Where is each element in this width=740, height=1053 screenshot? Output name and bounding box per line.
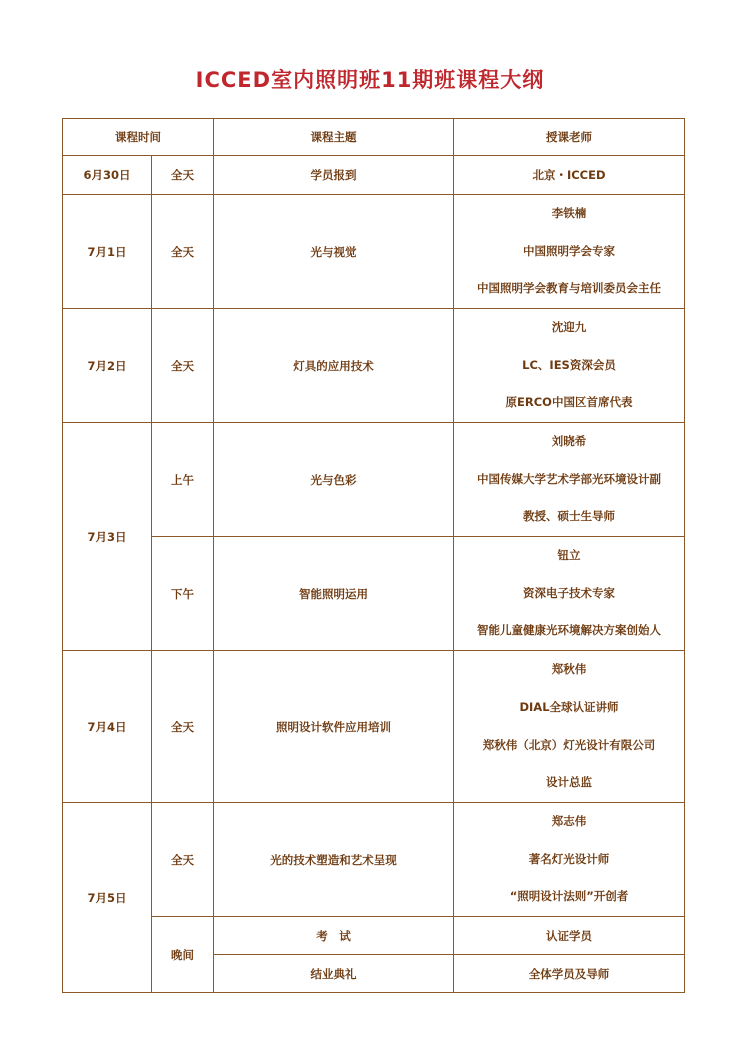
- period-cell: 全天: [152, 156, 214, 195]
- period-cell: 全天: [152, 803, 214, 917]
- table-row: [63, 803, 685, 917]
- table-row: [63, 917, 685, 955]
- teacher-name: 北京・ICCED: [532, 168, 606, 182]
- teacher-title: 著名灯光设计师: [528, 851, 610, 866]
- teacher-cell: [454, 309, 685, 423]
- topic-cell: 光的技术塑造和艺术呈现: [214, 803, 454, 917]
- teacher-cell: [454, 651, 685, 803]
- table-row: [63, 651, 685, 803]
- teacher-cell: 全体学员及导师: [454, 955, 685, 993]
- period-cell: 晚间: [152, 917, 214, 993]
- teacher-title: DIAL全球认证讲师: [519, 699, 619, 714]
- table-row: [63, 537, 685, 651]
- date-cell: 7月3日: [63, 423, 152, 651]
- table-row: [63, 156, 685, 195]
- date-cell: 7月4日: [63, 651, 152, 803]
- period-cell: 下午: [152, 537, 214, 651]
- topic-cell: 光与视觉: [214, 195, 454, 309]
- teacher-title: 原ERCO中国区首席代表: [505, 395, 633, 410]
- topic-cell: 考 试: [214, 917, 454, 955]
- topic-cell: 智能照明运用: [214, 537, 454, 651]
- teacher-cell: [454, 156, 685, 195]
- page-title: ICCED室内照明班11期班课程大纲: [195, 68, 545, 92]
- table-header-row: [63, 119, 685, 156]
- teacher-cell: 认证学员: [454, 917, 685, 955]
- teacher-title: 智能儿童健康光环境解决方案创始人: [477, 623, 661, 638]
- teacher-title: 中国照明学会专家: [523, 243, 615, 258]
- topic-cell: 照明设计软件应用培训: [214, 651, 454, 803]
- date-cell: 7月2日: [63, 309, 152, 423]
- teacher-title: “照明设计法则”开创者: [509, 889, 629, 904]
- header-teacher: 授课老师: [454, 119, 685, 156]
- teacher-name: 钮立: [557, 548, 581, 563]
- header-course-time: 课程时间: [63, 119, 214, 156]
- teacher-name: 李铁楠: [551, 206, 587, 221]
- course-schedule-table: [62, 118, 685, 993]
- teacher-cell: [454, 195, 685, 309]
- teacher-name: 刘晓希: [551, 434, 587, 449]
- table-row: [63, 423, 685, 537]
- teacher-title: 郑秋伟（北京）灯光设计有限公司: [482, 737, 656, 752]
- teacher-title: 资深电子技术专家: [523, 585, 615, 600]
- teacher-title: 设计总监: [546, 775, 592, 790]
- teacher-title: 中国照明学会教育与培训委员会主任: [477, 281, 661, 296]
- topic-cell: 学员报到: [214, 156, 454, 195]
- period-cell: 全天: [152, 195, 214, 309]
- header-course-topic: 课程主题: [214, 119, 454, 156]
- topic-cell: 灯具的应用技术: [214, 309, 454, 423]
- period-cell: 全天: [152, 651, 214, 803]
- teacher-cell: [454, 803, 685, 917]
- teacher-cell: [454, 537, 685, 651]
- teacher-name: 郑秋伟: [551, 662, 587, 677]
- table-row: [63, 195, 685, 309]
- teacher-name: 沈迎九: [551, 320, 587, 335]
- teacher-title: 教授、硕士生导师: [523, 509, 615, 524]
- period-cell: 全天: [152, 309, 214, 423]
- teacher-title: LC、IES资深会员: [522, 357, 616, 372]
- period-cell: 上午: [152, 423, 214, 537]
- teacher-cell: [454, 423, 685, 537]
- teacher-name: 郑志伟: [551, 814, 587, 829]
- teacher-title: 中国传媒大学艺术学部光环境设计副: [477, 471, 661, 486]
- date-cell: 7月1日: [63, 195, 152, 309]
- table-row: [63, 309, 685, 423]
- topic-cell: 光与色彩: [214, 423, 454, 537]
- date-cell: 6月30日: [63, 156, 152, 195]
- date-cell: 7月5日: [63, 803, 152, 993]
- topic-cell: 结业典礼: [214, 955, 454, 993]
